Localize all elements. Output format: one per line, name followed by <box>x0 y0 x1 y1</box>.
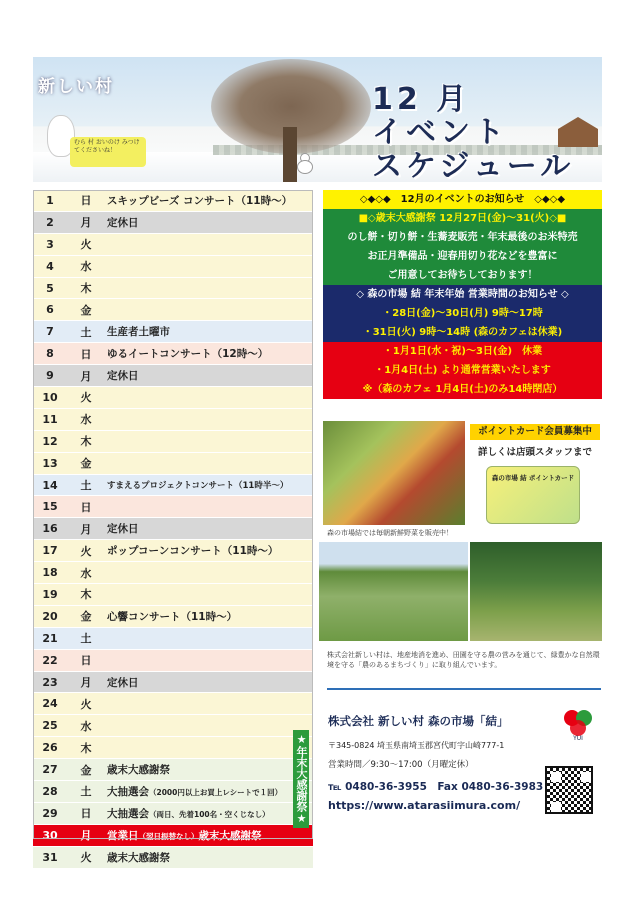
calendar-row <box>33 628 313 650</box>
calendar-row <box>33 256 313 278</box>
calendar-row <box>33 781 313 803</box>
calendar-row <box>33 540 313 562</box>
weekday: 火 <box>80 851 92 865</box>
closed-line: ・1月4日(土) より通常営業いたします <box>374 365 551 376</box>
hours-heading: ◇ 森の市場 結 年末年始 営業時間のお知らせ ◇ <box>356 289 569 300</box>
day-event <box>105 521 313 536</box>
notice-column <box>323 190 602 399</box>
weekday: 火 <box>80 697 92 711</box>
day-event <box>105 193 313 208</box>
day-event <box>105 324 313 339</box>
event-text: 定休日 <box>107 676 139 689</box>
company-description: 株式会社新しい村は、地産地消を進め、田園を守る農の営みを通じて、緑豊かな自然環境を守る「農のあるまちづくり」に取り組んでいます。 <box>327 651 600 669</box>
weekday: 日 <box>80 807 92 821</box>
weekday: 日 <box>80 500 92 514</box>
day-event <box>105 784 313 799</box>
closed-line: ※（森のカフェ 1月4日(土)のみ14時閉店） <box>362 384 563 395</box>
sale-line: ご用意してお待ちしております！ <box>387 270 538 281</box>
day-number: 9 <box>46 369 54 383</box>
day-number: 2 <box>46 215 54 229</box>
calendar-row <box>33 737 313 759</box>
weekday: 水 <box>80 719 92 733</box>
point-card-image <box>486 466 580 524</box>
weekday: 木 <box>80 741 92 755</box>
day-number: 14 <box>42 478 58 492</box>
calendar-row <box>33 606 313 628</box>
event-text: ゆるイートコンサート（12時〜） <box>107 348 269 361</box>
sale-line: お正月準備品・迎春用切り花などを豊富に <box>367 251 558 262</box>
event-text: 生産者土曜市 <box>107 326 170 339</box>
day-number: 13 <box>42 456 58 470</box>
day-number: 26 <box>42 741 58 755</box>
calendar-row <box>33 562 313 584</box>
calendar-row <box>33 803 313 825</box>
calendar-row <box>33 212 313 234</box>
website-link[interactable]: https://www.atarasiimura.com/ <box>328 799 521 812</box>
calendar-row <box>33 584 313 606</box>
rice-field-photo <box>319 542 468 641</box>
company-name: 株式会社 新しい村 森の市場「結」 <box>328 714 509 728</box>
event-text: 歳末大感謝祭 <box>107 851 170 864</box>
day-event <box>105 762 313 777</box>
company-address: 〒345-0824 埼玉県南埼玉郡宮代町字山崎777-1 <box>328 741 505 750</box>
sale-heading: ■◇歳末大感謝祭 12月27日(金)〜31(火)◇■ <box>358 213 567 224</box>
event-text: 歳末大感謝祭 <box>198 829 262 842</box>
hours-line: ・28日(金)〜30日(月) 9時〜17時 <box>382 308 543 319</box>
sale-notice <box>323 209 602 285</box>
weekday: 土 <box>80 479 92 493</box>
logo-text: YUI <box>573 735 583 742</box>
day-event <box>105 850 313 865</box>
day-event <box>105 609 313 624</box>
calendar-row <box>33 453 313 475</box>
tree-trunk <box>283 127 297 182</box>
weekday: 金 <box>80 610 92 624</box>
snowman-image <box>297 153 311 173</box>
day-number: 3 <box>46 237 54 251</box>
day-number: 27 <box>42 763 58 777</box>
calendar-row <box>33 825 313 847</box>
event-text: 歳末大感謝祭 <box>107 764 170 777</box>
event-note: （両日、先着100名・空くじなし） <box>149 809 270 819</box>
day-number: 4 <box>46 259 54 273</box>
weekday: 日 <box>80 654 92 668</box>
calendar-row <box>33 715 313 737</box>
weekday: 日 <box>80 347 92 361</box>
day-number: 23 <box>42 675 58 689</box>
weekday: 月 <box>80 829 92 843</box>
weekday: 月 <box>80 522 92 536</box>
day-number: 29 <box>42 806 58 820</box>
event-text: 大抽選会 <box>107 785 149 798</box>
calendar-row <box>33 759 313 781</box>
weekday: 金 <box>80 457 92 471</box>
calendar-row <box>33 299 313 321</box>
title-schedule: スケジュール <box>372 149 575 184</box>
weekday: 土 <box>80 632 92 646</box>
weekday: 金 <box>80 303 92 317</box>
calendar-row <box>33 847 313 869</box>
day-number: 20 <box>42 609 58 623</box>
day-event <box>105 479 313 491</box>
point-card-label: 森の市場 結 ポイントカード <box>491 474 575 482</box>
weekday: 月 <box>80 676 92 690</box>
calendar-row <box>33 496 313 518</box>
closed-line: ・1月1日(水・祝)〜3日(金) 休業 <box>382 346 543 357</box>
weekday: 土 <box>80 785 92 799</box>
notice-title: ◇◆◇◆ 12月のイベントのお知らせ ◇◆◇◆ <box>323 190 602 209</box>
day-number: 24 <box>42 697 58 711</box>
calendar-row <box>33 365 313 387</box>
day-event <box>105 368 313 383</box>
weekday: 土 <box>80 325 92 339</box>
calendar-row <box>33 475 313 497</box>
day-number: 18 <box>42 566 58 580</box>
event-text: ポップコーンコンサート（11時〜） <box>107 545 279 558</box>
sale-line: のし餅・切り餅・生蕎麦販売・年末最後のお米特売 <box>347 232 578 243</box>
hours-line: ・31日(火) 9時〜14時 (森のカフェは休業) <box>362 327 563 338</box>
calendar-row <box>33 693 313 715</box>
event-text: 営業日 <box>107 829 139 842</box>
day-event <box>105 806 313 821</box>
year-end-sale-tag: ★年末大感謝祭★ <box>293 730 309 828</box>
weekday: 火 <box>80 238 92 252</box>
event-text: スキップビーズ コンサート（11時〜） <box>107 194 293 207</box>
day-number: 22 <box>42 653 58 667</box>
hours-notice <box>323 285 602 342</box>
calendar-row <box>33 387 313 409</box>
day-number: 25 <box>42 719 58 733</box>
point-card-title: ポイントカード会員募集中 <box>470 424 600 440</box>
event-text: 定休日 <box>107 370 139 383</box>
village-label: 新しい村 <box>38 77 114 97</box>
day-event <box>105 346 313 361</box>
event-text: 心響コンサート（11時〜） <box>107 610 238 623</box>
day-number: 21 <box>42 631 58 645</box>
day-number: 17 <box>42 544 58 558</box>
event-text: すまえるプロジェクトコンサート（11時半〜） <box>107 481 289 492</box>
weekday: 水 <box>80 566 92 580</box>
weekday: 火 <box>80 544 92 558</box>
calendar-row <box>33 409 313 431</box>
weekday: 水 <box>80 260 92 274</box>
point-card-subtitle: 詳しくは店頭スタッフまで <box>477 447 592 458</box>
weekday: 木 <box>80 588 92 602</box>
mascot-note: むら 村 おいのけ みつけてくださいね！ <box>70 137 146 167</box>
event-note: （翌日振替なし） <box>138 831 199 841</box>
day-number: 7 <box>46 325 54 339</box>
day-number: 1 <box>46 193 54 207</box>
day-number: 19 <box>42 587 58 601</box>
day-number: 30 <box>42 828 58 842</box>
event-text: 定休日 <box>107 523 139 536</box>
calendar-row <box>33 234 313 256</box>
qr-code-icon[interactable] <box>545 766 593 814</box>
day-number: 12 <box>42 434 58 448</box>
calendar-row <box>33 190 313 212</box>
yui-logo-icon <box>560 706 596 742</box>
day-event <box>105 543 313 558</box>
day-number: 31 <box>42 850 58 864</box>
title-month: 12 月 <box>372 82 471 117</box>
calendar-row <box>33 650 313 672</box>
day-number: 6 <box>46 303 54 317</box>
business-hours: 営業時間／9:30〜17:00（月曜定休） <box>328 760 474 770</box>
weekday: 木 <box>80 435 92 449</box>
calendar-row <box>33 343 313 365</box>
calendar-row <box>33 431 313 453</box>
day-number: 11 <box>42 412 58 426</box>
event-calendar <box>33 190 313 869</box>
divider <box>327 688 601 690</box>
calendar-row <box>33 321 313 343</box>
day-number: 28 <box>42 784 58 798</box>
weekday: 木 <box>80 282 92 295</box>
vegetables-photo <box>323 421 465 525</box>
day-number: 10 <box>42 390 58 404</box>
weekday: 金 <box>80 763 92 777</box>
weekday: 水 <box>80 413 92 427</box>
calendar-row <box>33 518 313 540</box>
day-number: 5 <box>46 281 54 295</box>
event-text: 大抽選会 <box>107 807 149 820</box>
closed-notice <box>323 342 602 399</box>
day-number: 16 <box>42 522 58 536</box>
day-number: 15 <box>42 500 58 514</box>
day-event <box>105 675 313 690</box>
day-number: 8 <box>46 347 54 361</box>
event-note: （2000円以上お買上レシートで１回） <box>149 787 283 797</box>
weekday: 火 <box>80 391 92 405</box>
weekday: 月 <box>80 216 92 230</box>
weekday: 日 <box>80 194 92 208</box>
calendar-row <box>33 672 313 694</box>
day-event <box>105 828 313 843</box>
event-text: 定休日 <box>107 216 139 229</box>
title-event: イベント <box>372 115 508 150</box>
photo-caption: 森の市場結では毎朝新鮮野菜を販売中！ <box>327 529 453 537</box>
weekday: 月 <box>80 369 92 383</box>
calendar-row <box>33 278 313 300</box>
forest-work-photo <box>470 542 602 641</box>
phone-fax: ℡ 0480-36-3955 Fax 0480-36-3983 <box>328 781 544 793</box>
day-event <box>105 215 313 230</box>
